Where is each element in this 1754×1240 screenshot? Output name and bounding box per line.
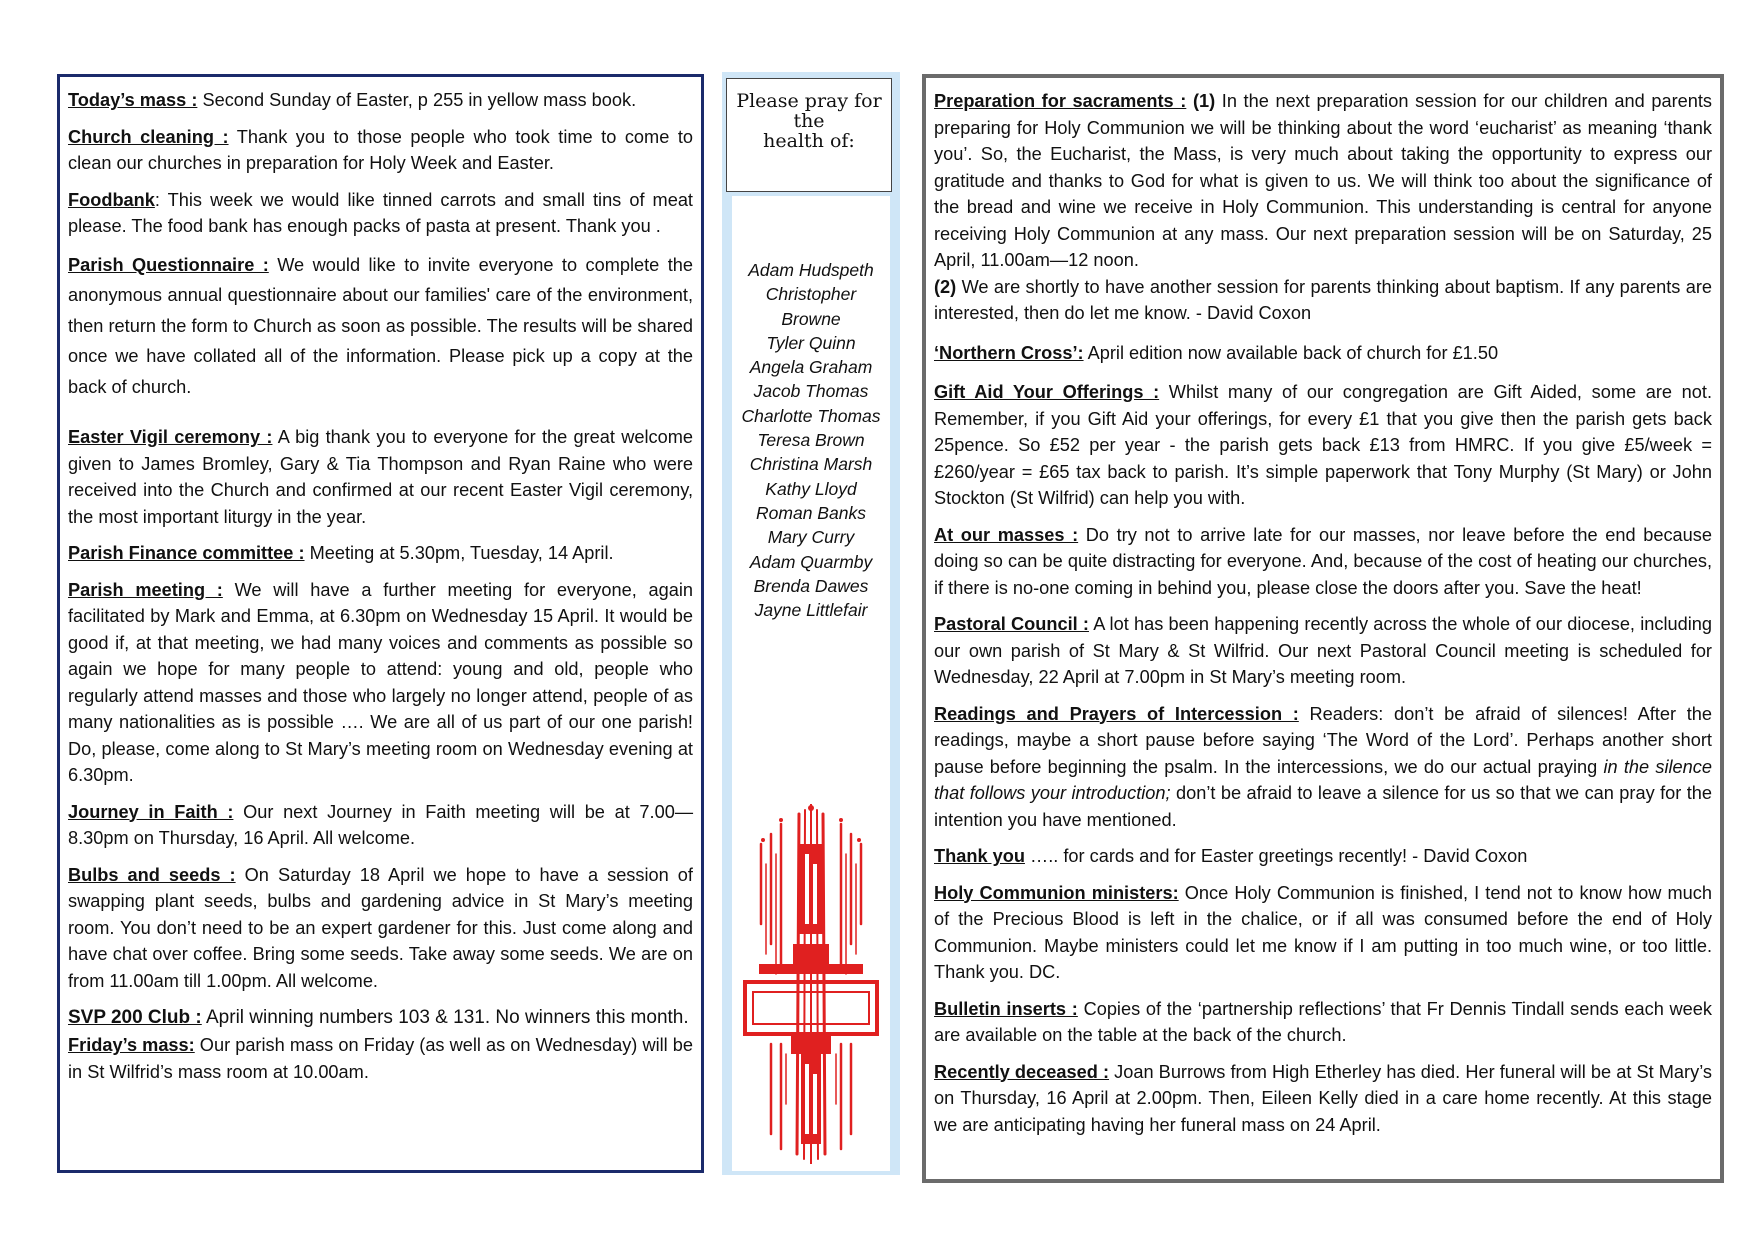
notice-parish-meeting (68, 577, 693, 789)
right-notices-column (922, 74, 1724, 1183)
notice-easter-vigil (68, 424, 693, 530)
notice-northern-cross (934, 340, 1712, 367)
notice-heading: Recently deceased : (934, 1061, 1110, 1082)
prayer-name: Jacob Thomas (753, 381, 869, 402)
notice-heading: Holy Communion ministers: (934, 882, 1179, 903)
notice-recently-deceased (934, 1059, 1712, 1139)
notice-heading: Church cleaning : (68, 126, 229, 147)
notice-journey-in-faith (68, 799, 693, 852)
notice-readings-prayers (934, 701, 1712, 834)
notice-text: Thank you to those people who took time to come to clean our churches in preparation for Holy Week and Easter. (68, 126, 693, 173)
notice-italic-text: in the silence that follows your introduction; (934, 756, 1712, 803)
notice-text: A big thank you to everyone for the great welcome given to James Bromley, Gary & Tia Thompson and Ryan Raine who were received into the Church and confirmed at our recent Easter Vigil ceremony, the most important liturgy in the year. (68, 427, 693, 527)
prayer-name: Charlotte Thomas (741, 405, 881, 426)
notice-number: (2) (934, 276, 957, 297)
notice-heading: At our masses : (934, 524, 1079, 545)
prayer-name: Brenda Dawes (753, 575, 869, 596)
notice-text: Joan Burrows from High Etherley has died. Her funeral will be at St Mary’s on Thursday, 16 April at 2.00pm. Then, Eileen Kelly died in a care home recently. At this stage we are anticipating having her funeral mass on 24 April. (934, 1061, 1713, 1135)
prayer-name: Christopher (765, 284, 857, 305)
prayer-title-line: health of: (763, 130, 855, 152)
notice-preparation-sacraments (934, 88, 1712, 327)
notice-text: Our next Journey in Faith meeting will be at 7.00—8.30pm on Thursday, 16 April. All welcome. (68, 801, 694, 848)
notice-bulletin-inserts (934, 996, 1712, 1049)
notice-heading: Preparation for sacraments : (934, 91, 1187, 111)
notice-text: We will have a further meeting for everyone, again facilitated by Mark and Emma, at 6.30pm on Wednesday 15 April. It would be good if, at that meeting, we had many voices and comments as possible so again we hope for many people to attend: young and old, people who regularly attend masses and those who largely no longer attend, people of as many nationalities as is possible …. We are all of us part of our one parish! Do, please, come along to St Mary’s meeting room on Wednesday evening at 6.30pm. (68, 579, 693, 785)
notice-heading: Parish Finance committee : (68, 543, 305, 563)
prayer-name: Angela Graham (749, 357, 873, 378)
notice-heading: Bulletin inserts : (934, 998, 1078, 1019)
prayer-names-list (722, 258, 900, 622)
notice-heading: SVP 200 Club : (68, 1007, 202, 1028)
notice-text: On Saturday 18 April we hope to have a session of swapping plant seeds, bulbs and gardening advice in St Mary’s meeting room. You don’t need to be an expert gardener for this. Just come along and have chat over coffee. Bring some seeds. Take away some seeds. We are on from 11.00am till 1.00pm. All welcome. (68, 864, 693, 991)
prayer-name: Jayne Littlefair (754, 600, 868, 621)
notice-bulbs-and-seeds (68, 862, 693, 995)
notice-thank-you (934, 843, 1712, 870)
notice-text: Do try not to arrive late for our masses, nor leave before the end because doing so can be quite distracting for everyone. And, because of the cost of heating our churches, if there is no-one coming in behind you, please close the doors after you. Save the heat! (934, 524, 1712, 598)
prayer-name: Mary Curry (767, 527, 855, 548)
notice-parish-questionnaire (68, 250, 693, 403)
notice-text: A lot has been happening recently across the whole of our diocese, including our own parish of St Mary & St Wilfrid. Our next Pastoral Council meeting is scheduled for Wednesday, 22 April at 7.00pm in St Mary’s meeting room. (934, 614, 1712, 687)
notice-at-our-masses (934, 522, 1712, 602)
notice-heading: Pastoral Council : (934, 614, 1089, 634)
prayer-name: Christina Marsh (749, 454, 873, 475)
left-notices-column (57, 74, 704, 1173)
notice-text: April winning numbers 103 & 131. No winners this month. (201, 1007, 689, 1028)
prayer-name: Adam Hudspeth (748, 260, 874, 280)
notice-heading: Gift Aid Your Offerings : (934, 382, 1160, 402)
notice-fridays-mass (68, 1032, 693, 1085)
prayer-name: Adam Quarmby (749, 551, 873, 572)
notice-heading: Parish meeting : (68, 579, 223, 600)
notice-text: Once Holy Communion is finished, I tend not to know how much of the Precious Blood is left in the chalice, or if all was consumed before the end of Holy Communion. Maybe ministers could let me know if I am putting in too much wine, or too little. Thank you. DC. (934, 882, 1712, 982)
prayer-column (722, 72, 900, 1175)
notice-heading: Readings and Prayers of Intercession : (934, 703, 1299, 724)
notice-holy-communion-ministers (934, 880, 1712, 986)
notice-text: Our parish mass on Friday (as well as on Wednesday) will be in St Wilfrid’s mass room at 10.00am. (68, 1035, 694, 1082)
notice-heading: Easter Vigil ceremony : (68, 427, 273, 447)
notice-text: Copies of the ‘partnership reflections’ that Fr Dennis Tindall sends each week are available on the table at the back of the church. (934, 998, 1713, 1045)
prayer-title-line: Please pray for (736, 90, 882, 112)
notice-heading: ‘Northern Cross’: (934, 342, 1084, 363)
notice-heading: Friday’s mass: (68, 1035, 195, 1055)
notice-text: We are shortly to have another session for parents thinking about baptism. If any parents are interested, then do let me know. - David Coxon (934, 276, 1712, 323)
prayer-name: Tyler Quinn (766, 332, 856, 353)
notice-finance-committee (68, 540, 693, 567)
notice-heading: Journey in Faith : (68, 801, 234, 822)
notice-heading: Today’s mass : (68, 90, 198, 110)
notice-pastoral-council (934, 611, 1712, 691)
notice-heading: Bulbs and seeds : (68, 864, 236, 885)
notice-heading: Foodbank (68, 189, 155, 210)
notice-text: don’t be afraid to leave a silence for us so that we can pray for the intention you have mentioned. (934, 783, 1712, 830)
notice-text: Second Sunday of Easter, p 255 in yellow mass book. (197, 90, 637, 110)
prayer-name: Roman Banks (756, 502, 866, 523)
notice-text: We would like to invite everyone to complete the anonymous annual questionnaire about our families' care of the environment, then return the form to Church as soon as possible. The results will be shared once we have collated all of the information. Please pick up a copy at the back of church. (68, 254, 693, 397)
prayer-title-line: the (793, 110, 825, 132)
notice-text: April edition now available back of church for £1.50 (1083, 342, 1499, 363)
notice-heading: Thank you (934, 846, 1025, 866)
notice-svp-club (68, 1004, 693, 1032)
prayer-name: Kathy Lloyd (765, 478, 857, 499)
notice-text: In the next preparation session for our children and parents preparing for Holy Communion we will be thinking about the word ‘eucharist’ as meaning ‘thank you’. So, the Eucharist, the Mass, is very much about taking the opportunity to express our gratitude and thanks to God for what is given to us. We will think too about the significance of the bread and wine we receive in Holy Communion. This understanding is central for anyone receiving Holy Communion at any mass. Our next preparation session will be on Saturday, 25 April, 11.00am—12 noon. (934, 91, 1713, 270)
notice-heading: Parish Questionnaire : (68, 254, 269, 275)
notice-todays-mass (68, 87, 693, 114)
notice-text: ….. for cards and for Easter greetings recently! - David Coxon (1024, 846, 1528, 866)
notice-text: Whilst many of our congregation are Gift Aided, some are not. Remember, if you Gift Aid your offerings, for every £1 that you give then the parish gets back 25pence. So £52 per year - the parish gets back £13 from HMRC. If you give £5/week = £260/year = £65 tax back to parish. It’s simple paperwork that Tony Murphy (St Mary) or John Stockton (St Wilfrid) can help you with. (934, 382, 1712, 508)
notice-text: : This week we would like tinned carrots and small tins of meat please. The food bank has enough packs of pasta at present. Thank you . (68, 189, 693, 236)
prayer-name: Teresa Brown (757, 430, 865, 451)
prayer-title-box (726, 78, 892, 192)
cross-icon (741, 804, 881, 1164)
notice-gift-aid (934, 379, 1712, 512)
prayer-name: Browne (781, 308, 841, 329)
notice-text: Meeting at 5.30pm, Tuesday, 14 April. (304, 543, 614, 563)
notice-foodbank (68, 187, 693, 240)
notice-number: (1) (1192, 91, 1216, 111)
notice-church-cleaning (68, 124, 693, 177)
notice-text: Readers: don’t be afraid of silences! After the readings, maybe a short pause before saying ‘The Word of the Lord’. Perhaps another short pause before beginning the psalm. In the intercessions, we do our actual praying (934, 703, 1712, 777)
